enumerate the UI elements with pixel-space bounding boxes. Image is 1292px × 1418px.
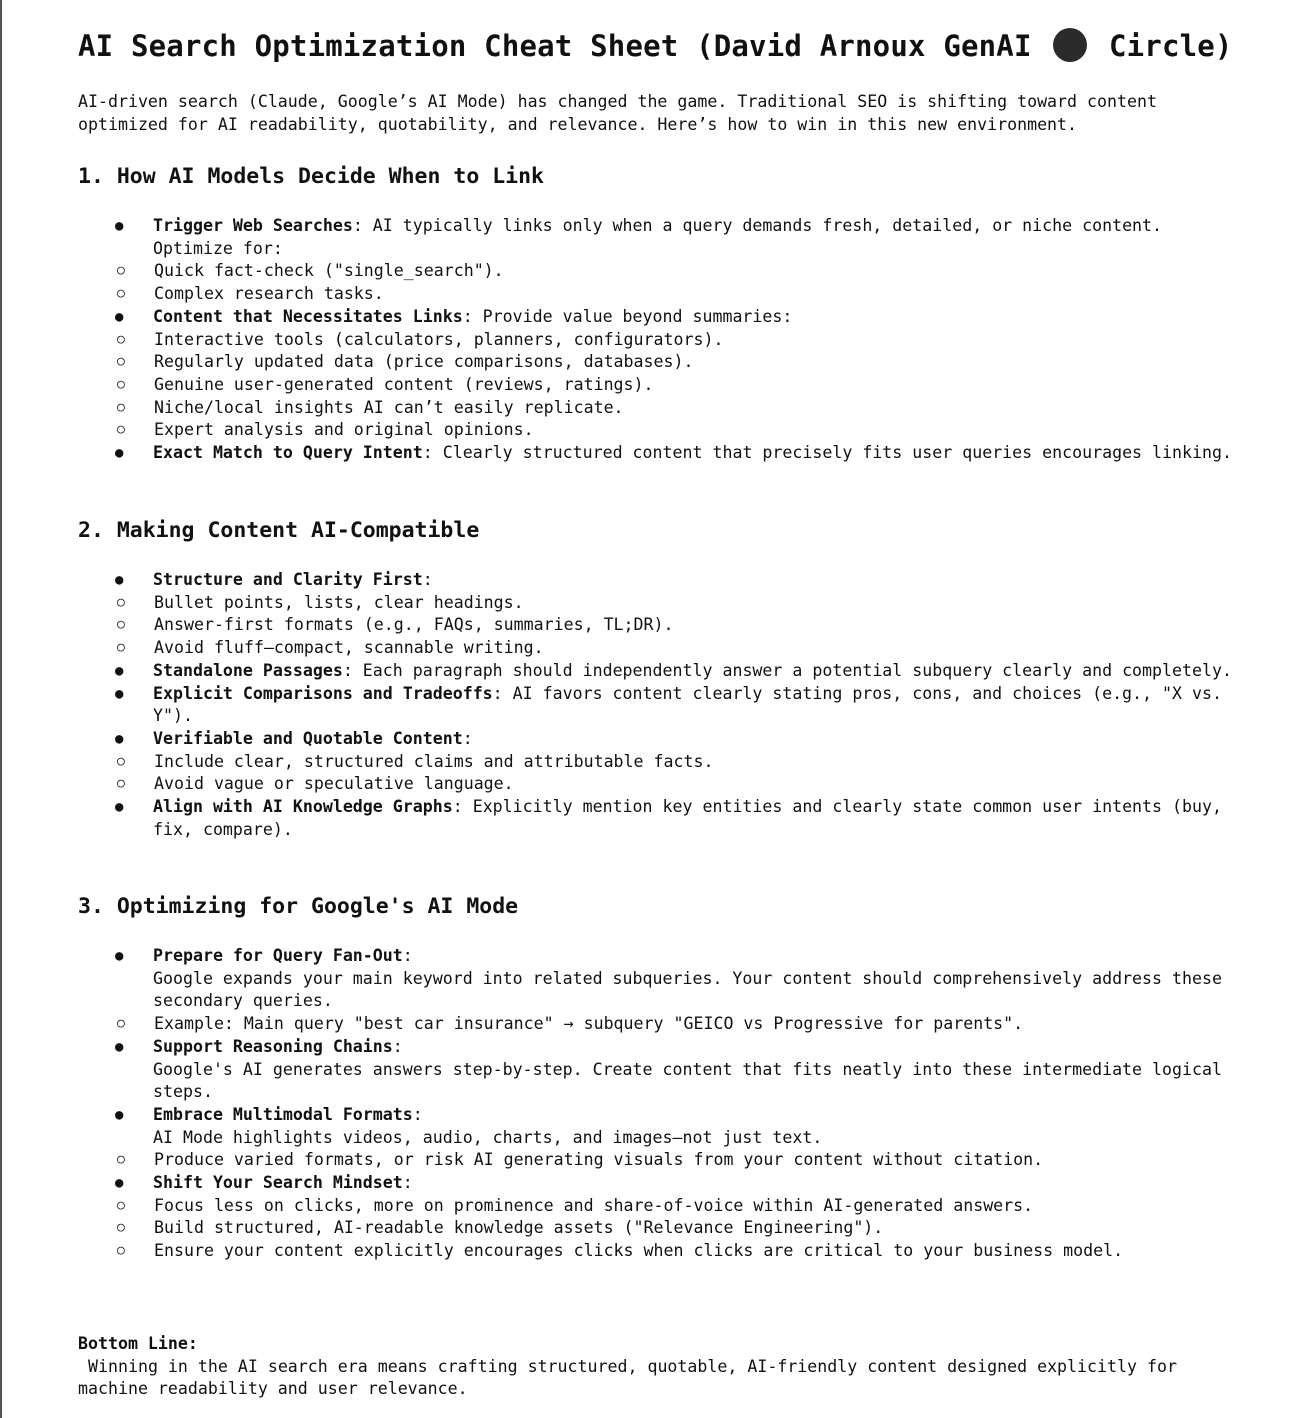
sub-list — [78, 1149, 1238, 1172]
sub-item: ○ Example: Main query "best car insurance" → subquery "GEICO vs Progressive for parents". — [78, 1013, 1238, 1036]
bottom-line-text: Winning in the AI search era means crafting structured, quotable, AI-friendly content designed explicitly for machine readability and user relevance. — [78, 1356, 1187, 1399]
list-item — [78, 728, 1238, 796]
sub-item: ○ Quick fact-check ("single_search"). — [78, 260, 1238, 283]
item-text: : — [412, 1104, 423, 1124]
sub-list — [78, 751, 1238, 796]
item-text: : — [422, 570, 433, 589]
item-text: : Each paragraph should independently answer a potential subquery clearly and completely. — [342, 660, 1232, 680]
item-text: : Clearly structured content that precisely fits user queries encourages linking. — [422, 443, 1232, 463]
item-label: Standalone Passages — [153, 660, 343, 680]
bullet-list — [78, 215, 1238, 465]
bullet-list — [78, 569, 1238, 841]
item-body: Google's AI generates answers step-by-step. Create content that fits neatly into these intermediate logical steps. — [153, 1059, 1222, 1102]
item-text: : — [402, 946, 413, 965]
section-1 — [78, 162, 1238, 465]
title-text: AI Search Optimization Cheat Sheet (David Arnoux GenAI — [78, 29, 1032, 63]
bullet-list — [78, 945, 1238, 1263]
sub-item: ○ Include clear, structured claims and attributable facts. — [78, 751, 1238, 774]
sub-item: ○ Interactive tools (calculators, planners, configurators). — [78, 329, 1238, 352]
sub-list — [78, 1013, 1238, 1036]
item-label: Trigger Web Searches — [153, 216, 353, 235]
item-text: : AI favors content clearly stating pros, cons, and choices (e.g., "X vs. Y"). — [153, 683, 1222, 726]
bottom-line — [78, 1333, 1238, 1401]
item-label: Embrace Multimodal Formats — [153, 1104, 413, 1124]
item-label: Shift Your Search Mindset — [153, 1173, 403, 1193]
list-item — [78, 1104, 1238, 1172]
list-item — [78, 945, 1238, 1036]
bottom-line-label: Bottom Line: — [78, 1334, 198, 1353]
sub-item: ○ Expert analysis and original opinions. — [78, 419, 1238, 442]
list-item — [78, 569, 1238, 660]
sub-item: ○ Ensure your content explicitly encourages clicks when clicks are critical to your business model. — [78, 1240, 1238, 1263]
list-item — [78, 1036, 1238, 1104]
sub-list — [78, 260, 1238, 305]
sub-item: ○ Answer-first formats (e.g., FAQs, summaries, TL;DR). — [78, 614, 1238, 637]
list-item — [78, 1172, 1238, 1263]
list-item — [78, 306, 1238, 442]
sub-list — [78, 592, 1238, 660]
sub-list — [78, 1195, 1238, 1263]
item-label: Support Reasoning Chains — [153, 1036, 393, 1056]
black-circle-icon — [1053, 28, 1087, 62]
item-text: : AI typically links only when a query demands fresh, detailed, or niche content. Optimize for: — [153, 216, 1163, 258]
item-label: Exact Match to Query Intent — [153, 443, 423, 463]
title-text-end: Circle) — [1108, 29, 1233, 63]
item-label: Content that Necessitates Links — [153, 306, 463, 326]
sub-item: ○ Genuine user-generated content (reviews, ratings). — [78, 374, 1238, 397]
sub-item: ○ Produce varied formats, or risk AI generating visuals from your content without citation. — [78, 1149, 1238, 1172]
item-label: Align with AI Knowledge Graphs — [153, 797, 453, 817]
sub-item: ○ Niche/local insights AI can’t easily replicate. — [78, 397, 1238, 420]
intro-paragraph: AI-driven search (Claude, Google’s AI Mode) has changed the game. Traditional SEO is shifting toward content optimized for AI readability, quotability, and relevance. Here’s how to win in this new environment. — [78, 92, 1157, 134]
item-label: Explicit Comparisons and Tradeoffs — [153, 683, 493, 703]
sub-item: ○ Complex research tasks. — [78, 283, 1238, 306]
sub-item: ○ Focus less on clicks, more on prominence and share-of-voice within AI-generated answers. — [78, 1195, 1238, 1218]
sub-item: ○ Avoid fluff—compact, scannable writing. — [78, 637, 1238, 660]
item-text: : — [392, 1036, 403, 1056]
page-title — [78, 26, 1233, 66]
list-item — [78, 683, 1238, 728]
item-text: : Provide value beyond summaries: — [462, 306, 793, 326]
item-text: : — [402, 1173, 413, 1193]
page-left-border — [0, 0, 2, 1418]
sub-item: ○ Regularly updated data (price comparisons, databases). — [78, 351, 1238, 374]
section-3 — [78, 892, 1238, 1263]
sub-list — [78, 329, 1238, 443]
item-text: : — [462, 728, 473, 748]
section-heading: 3. Optimizing for Google's AI Mode — [78, 894, 519, 919]
list-item — [78, 796, 1238, 841]
list-item — [78, 660, 1238, 683]
item-body: AI Mode highlights videos, audio, charts, and images—not just text. — [153, 1127, 823, 1147]
item-label: Verifiable and Quotable Content — [153, 728, 463, 748]
item-text: : Explicitly mention key entities and clearly state common user intents (buy, fix, compare). — [153, 797, 1222, 839]
section-heading: 1. How AI Models Decide When to Link — [78, 164, 544, 189]
item-label: Structure and Clarity First — [153, 570, 423, 589]
sub-item: ○ Build structured, AI-readable knowledge assets ("Relevance Engineering"). — [78, 1217, 1238, 1240]
sub-item: ○ Avoid vague or speculative language. — [78, 773, 1238, 796]
item-label: Prepare for Query Fan-Out — [153, 946, 403, 965]
list-item — [78, 215, 1238, 306]
section-heading: 2. Making Content AI-Compatible — [78, 518, 480, 543]
list-item — [78, 442, 1238, 465]
section-2 — [78, 516, 1238, 841]
sub-item: ○ Bullet points, lists, clear headings. — [78, 592, 1238, 615]
item-body: Google expands your main keyword into related subqueries. Your content should comprehensively address these secondary queries. — [153, 968, 1222, 1011]
